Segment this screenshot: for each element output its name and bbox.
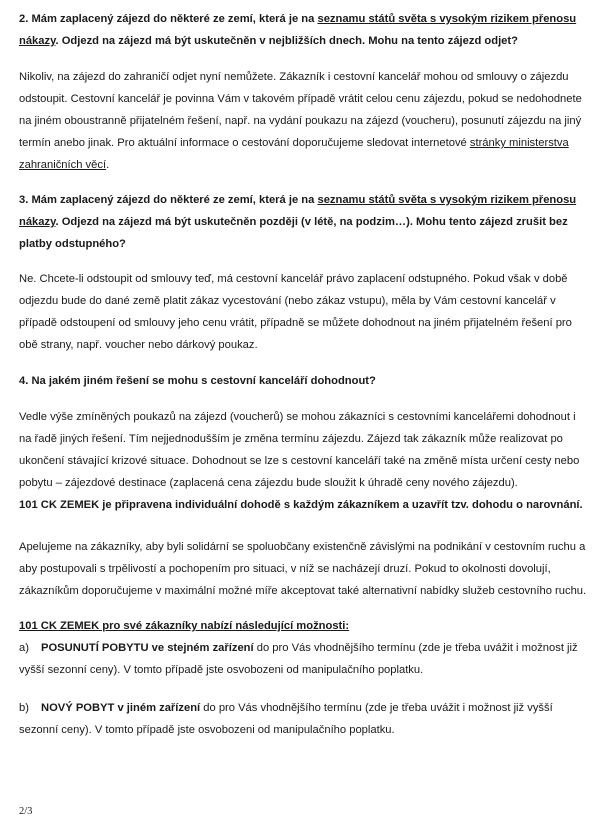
answer-3: Ne. Chcete-li odstoupit od smlouvy teď, má cestovní kancelář právo zaplacení odstupného. Pokud však v době odjezdu bude do dané země platit zákaz vycestování (nebo zákaz vstupu), měla by Vám cestovní kancelář v případě odstoupení od smlouvy jeho cenu vrátit, případně se můžete dohodnout na jiném přijatelném řešení pro obě strany, např. voucher nebo dárkový poukaz. — [19, 273, 572, 351]
option-a-text: do pro Vás vhodnějšího termínu (zde je třeba uvážit i možnost již vyšší sezonní ceny). V tomto případě jste osvobozeni od manipulačního poplatku. — [19, 642, 578, 676]
options-heading: 101 CK ZEMEK pro své zákazníky nabízí následující možnosti: — [19, 620, 350, 632]
option-b-text: do pro Vás vhodnějšího termínu (zde je třeba uvážit i možnost již vyšší sezonní ceny). V tomto případě jste osvobozeni od manipulačního poplatku. — [19, 702, 553, 736]
answer-2 — [19, 66, 587, 176]
answer-4-text: Vedle výše zmíněných poukazů na zájezd (voucherů) se mohou zákazníci s cestovními kancelářemi dohodnout i na řadě jiných řešení. Tím nejjednodušším je změna termínu zájezdu. Zájezd tak zákazník může realizovat po ukončení stávající krizové situace. Dohodnout se lze s cestovní kanceláří také na změně místa určení cesty nebo pobytu – zájezdové destinace (zaplacená cena zájezdu bude sloužit k úhradě ceny nového zájezdu). — [19, 411, 580, 489]
question-2 — [19, 8, 587, 52]
option-a-bold: POSUNUTÍ POBYTU ve stejném zařízení — [41, 642, 254, 654]
answer-4-bold: 101 CK ZEMEK je připravena individuální dohodě s každým zákazníkem a uzavřít tzv. dohodu o narovnání. — [19, 499, 583, 511]
answer-2-end: . — [106, 159, 110, 171]
appeal-paragraph: Apelujeme na zákazníky, aby byli solidární se spoluobčany existenčně závislými na podnikání v cestovním ruchu a aby postupovali s trpělivostí a pochopením pro situaci, v níž se nacházejí druzí. Pokud to okolnosti dovolují, zákazníkům doporučujeme v maximální možné míře akceptovat také alternativní nabídky služeb cestovního ruchu. — [19, 541, 587, 597]
answer-4 — [19, 406, 587, 516]
question-2-text: 2. Mám zaplacený zájezd do některé ze zemí, která je na — [19, 13, 318, 25]
answer-2-text: Nikoliv, na zájezd do zahraničí odjet nyní nemůžete. Zákazník i cestovní kancelář mohou od smlouvy o zájezdu odstoupit. Cestovní kancelář je povinna Vám v takovém případě vrátit celou cenu zájezdu, pokud se nedohodnete na jiném oboustranně přijatelném řešení, např. na vydání poukazu na zájezd (voucheru), posunutí zájezdu na jiný termín anebo jinak. Pro aktuální informace o cestování doporučujeme sledovat internetové — [19, 71, 582, 149]
option-b-bold: NOVÝ POBYT v jiném zařízení — [41, 702, 201, 714]
question-3-text: 3. Mám zaplacený zájezd do některé ze zemí, která je na — [19, 194, 318, 206]
question-3-text-end: . Odjezd na zájezd má být uskutečněn později (v létě, na podzim…). Mohu tento zájezd zrušit bez platby odstupného? — [19, 216, 568, 250]
question-3 — [19, 189, 587, 255]
high-risk-countries-link[interactable]: seznamu států světa s vysokým rizikem přenosu nákazy — [19, 13, 577, 47]
page-number: 2/3 — [19, 806, 33, 817]
ministry-foreign-affairs-link[interactable]: stránky ministerstva zahraničních věcí — [19, 137, 569, 171]
option-b — [19, 697, 587, 741]
option-a-letter: a) — [19, 642, 29, 654]
question-2-text-end: . Odjezd na zájezd má být uskutečněn v nejbližších dnech. Mohu na tento zájezd odjet? — [55, 35, 518, 47]
high-risk-countries-link-2[interactable]: seznamu států světa s vysokým rizikem přenosu nákazy — [19, 194, 577, 228]
option-b-letter: b) — [19, 702, 29, 714]
question-4: 4. Na jakém jiném řešení se mohu s cestovní kanceláří dohodnout? — [19, 375, 376, 387]
option-a — [19, 637, 587, 681]
